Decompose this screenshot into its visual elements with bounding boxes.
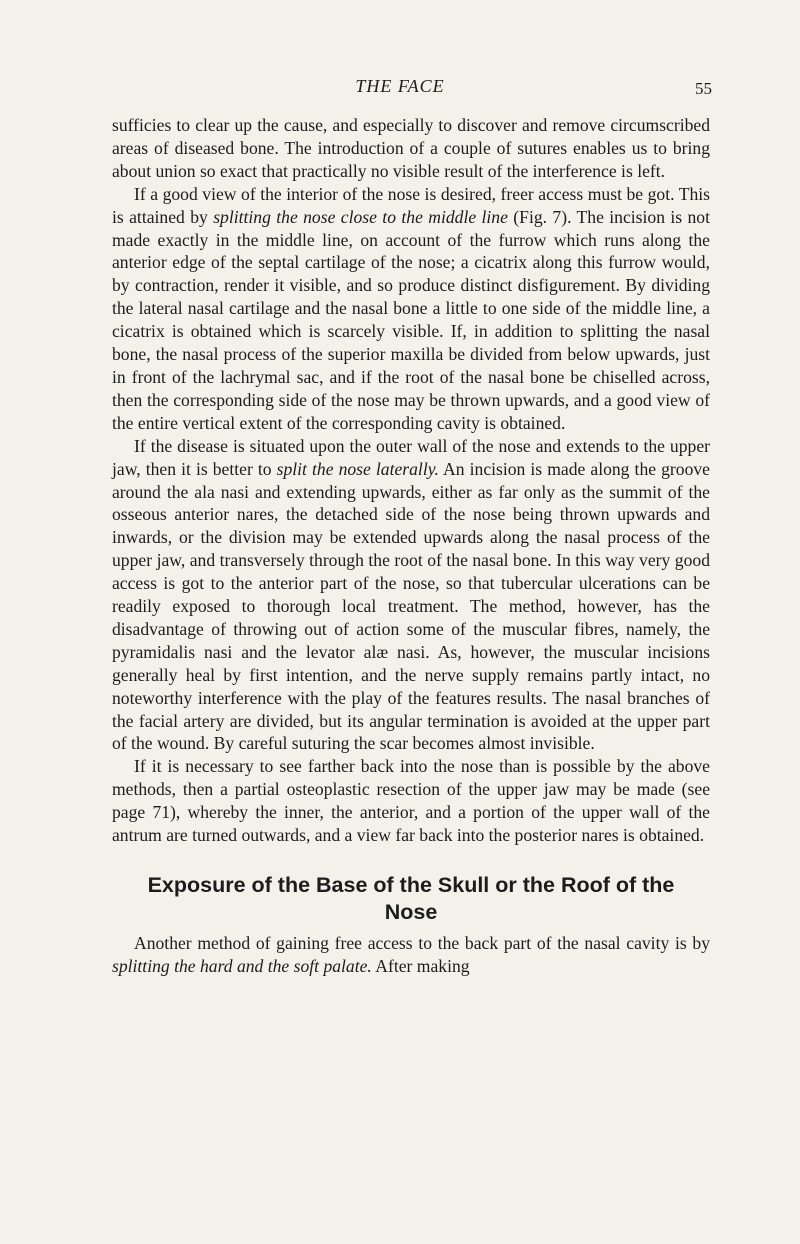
section-heading: Exposure of the Base of the Skull or the Roof of the Nose <box>147 873 675 924</box>
paragraph-text: After making <box>371 955 470 976</box>
paragraph-text: If a good view of the interior of the nose is desired, freer access must be got. This is attained by <box>112 183 710 227</box>
paragraph-text: If the disease is situated upon the outer wall of the nose and extends to the upper jaw, then it is better to <box>112 435 710 479</box>
italic-phrase: split the nose laterally. <box>276 458 439 479</box>
paragraph: If it is necessary to see farther back into the nose than is possible by the above methods, then a partial osteoplastic resection of the upper jaw may be made (see page 71), whereby the inner, the anterior, and a portion of the upper wall of the antrum are turned outwards, and a view far back into the posterior nares is obtained. <box>112 756 710 846</box>
paragraph-text: Another method of gaining free access to the back part of the nasal cavity is by <box>134 933 710 953</box>
italic-phrase: splitting the nose close to the middle line <box>213 206 508 227</box>
paragraph-text: An incision is made along the groove around the ala nasi and extending upwards, either as far only as the summit of the osseous anterior nares, the detached side of the nose being thrown upwards and inwards, or the division may be extended upwards along the nasal process of the upper jaw, and transversely through the root of the nasal bone. In this way very good access is got to the anterior part of the nose, so that tubercular ulcerations can be readily exposed to thorough local treatment. The method, however, has the disadvantage of throwing out of action some of the muscular fibres, namely, the pyramidalis nasi and the levator alæ nasi. As, however, the muscular incisions generally heal by first intention, and the nerve supply remains partly intact, no noteworthy interference with the play of the features results. The nasal branches of the facial artery are divided, but its angular termination is avoided at the upper part of the wound. By careful suturing the scar becomes almost invisible. <box>112 458 710 754</box>
paragraph <box>112 183 710 435</box>
paragraph <box>112 435 710 756</box>
page-number: 55 <box>695 79 712 98</box>
paragraph: sufficies to clear up the cause, and especially to discover and remove circumscribed areas of diseased bone. The introduction of a couple of sutures enables us to bring about union so exact that practically no visible result of the interference is left. <box>112 115 710 181</box>
italic-phrase: splitting the hard and the soft palate. <box>112 955 372 976</box>
body-text <box>112 114 710 978</box>
running-title: THE FACE <box>355 76 445 96</box>
paragraph-text: (Fig. 7). The incision is not made exactly in the middle line, on account of the furrow which runs along the anterior edge of the septal cartilage of the nose; a cicatrix along this furrow would, by contraction, render it visible, and so produce distinct disfigurement. By dividing the lateral nasal cartilage and the nasal bone a little to one side of the middle line, a cicatrix is obtained which is scarcely visible. If, in addition to splitting the nasal bone, the nasal process of the superior maxilla be divided from below upwards, just in front of the lachrymal sac, and if the root of the nasal bone be chiselled across, then the corresponding side of the nose may be thrown upwards, and a good view of the entire vertical extent of the corresponding cavity is obtained. <box>112 206 710 433</box>
paragraph <box>112 932 710 978</box>
